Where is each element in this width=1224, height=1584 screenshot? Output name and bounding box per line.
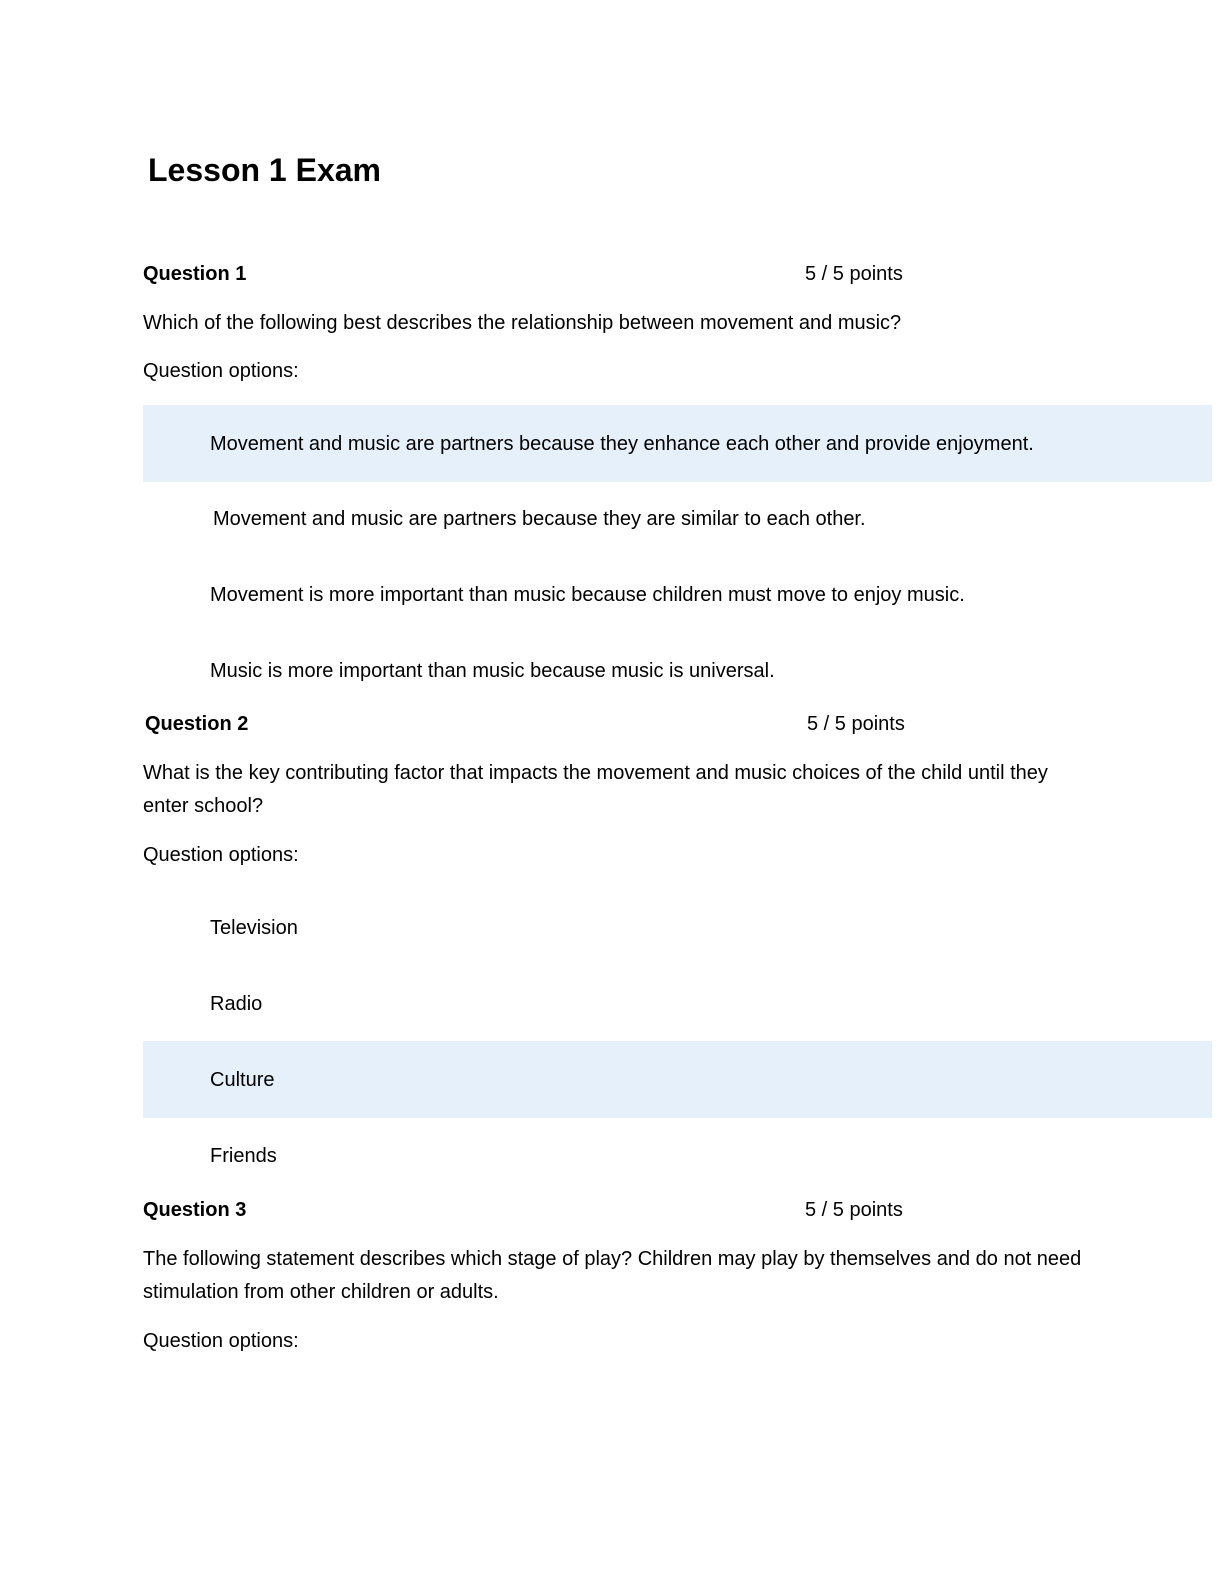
question-label: Question 2 (145, 713, 249, 735)
question-label: Question 3 (143, 1199, 247, 1221)
question-options-label: Question options: (143, 844, 299, 866)
page-title: Lesson 1 Exam (148, 152, 381, 188)
question-points: 5 / 5 points (805, 263, 903, 285)
answer-option-selected[interactable] (143, 1041, 1212, 1118)
answer-option[interactable] (143, 557, 1212, 634)
question-points: 5 / 5 points (805, 1199, 903, 1221)
option-label: Television (210, 917, 298, 939)
option-label: Movement and music are partners because they enhance each other and provide enjoyment. (210, 433, 1034, 455)
question-text: Which of the following best describes the relationship between movement and music? (143, 312, 902, 334)
question-options-label: Question options: (143, 360, 299, 382)
answer-option[interactable] (143, 889, 1212, 966)
option-label: Movement and music are partners because they are similar to each other. (213, 508, 866, 530)
option-label: Friends (210, 1145, 277, 1167)
option-label: Movement is more important than music because children must move to enjoy music. (210, 584, 965, 606)
question-text: What is the key contributing factor that impacts the movement and music choices of the child until they enter school? (143, 762, 1048, 817)
question-options-label: Question options: (143, 1330, 299, 1352)
question-points: 5 / 5 points (807, 713, 905, 735)
answer-option[interactable] (143, 965, 1212, 1042)
answer-option[interactable] (143, 1117, 1212, 1183)
option-label: Music is more important than music because music is universal. (210, 660, 775, 682)
option-label: Culture (210, 1069, 275, 1091)
question-label: Question 1 (143, 263, 247, 285)
option-label: Radio (210, 993, 263, 1015)
answer-option[interactable] (143, 481, 1212, 558)
question-text: The following statement describes which stage of play? Children may play by themselves and do not need stimulation from other children or adults. (143, 1248, 1082, 1303)
answer-option[interactable] (143, 633, 1212, 693)
answer-option-selected[interactable] (143, 405, 1212, 482)
